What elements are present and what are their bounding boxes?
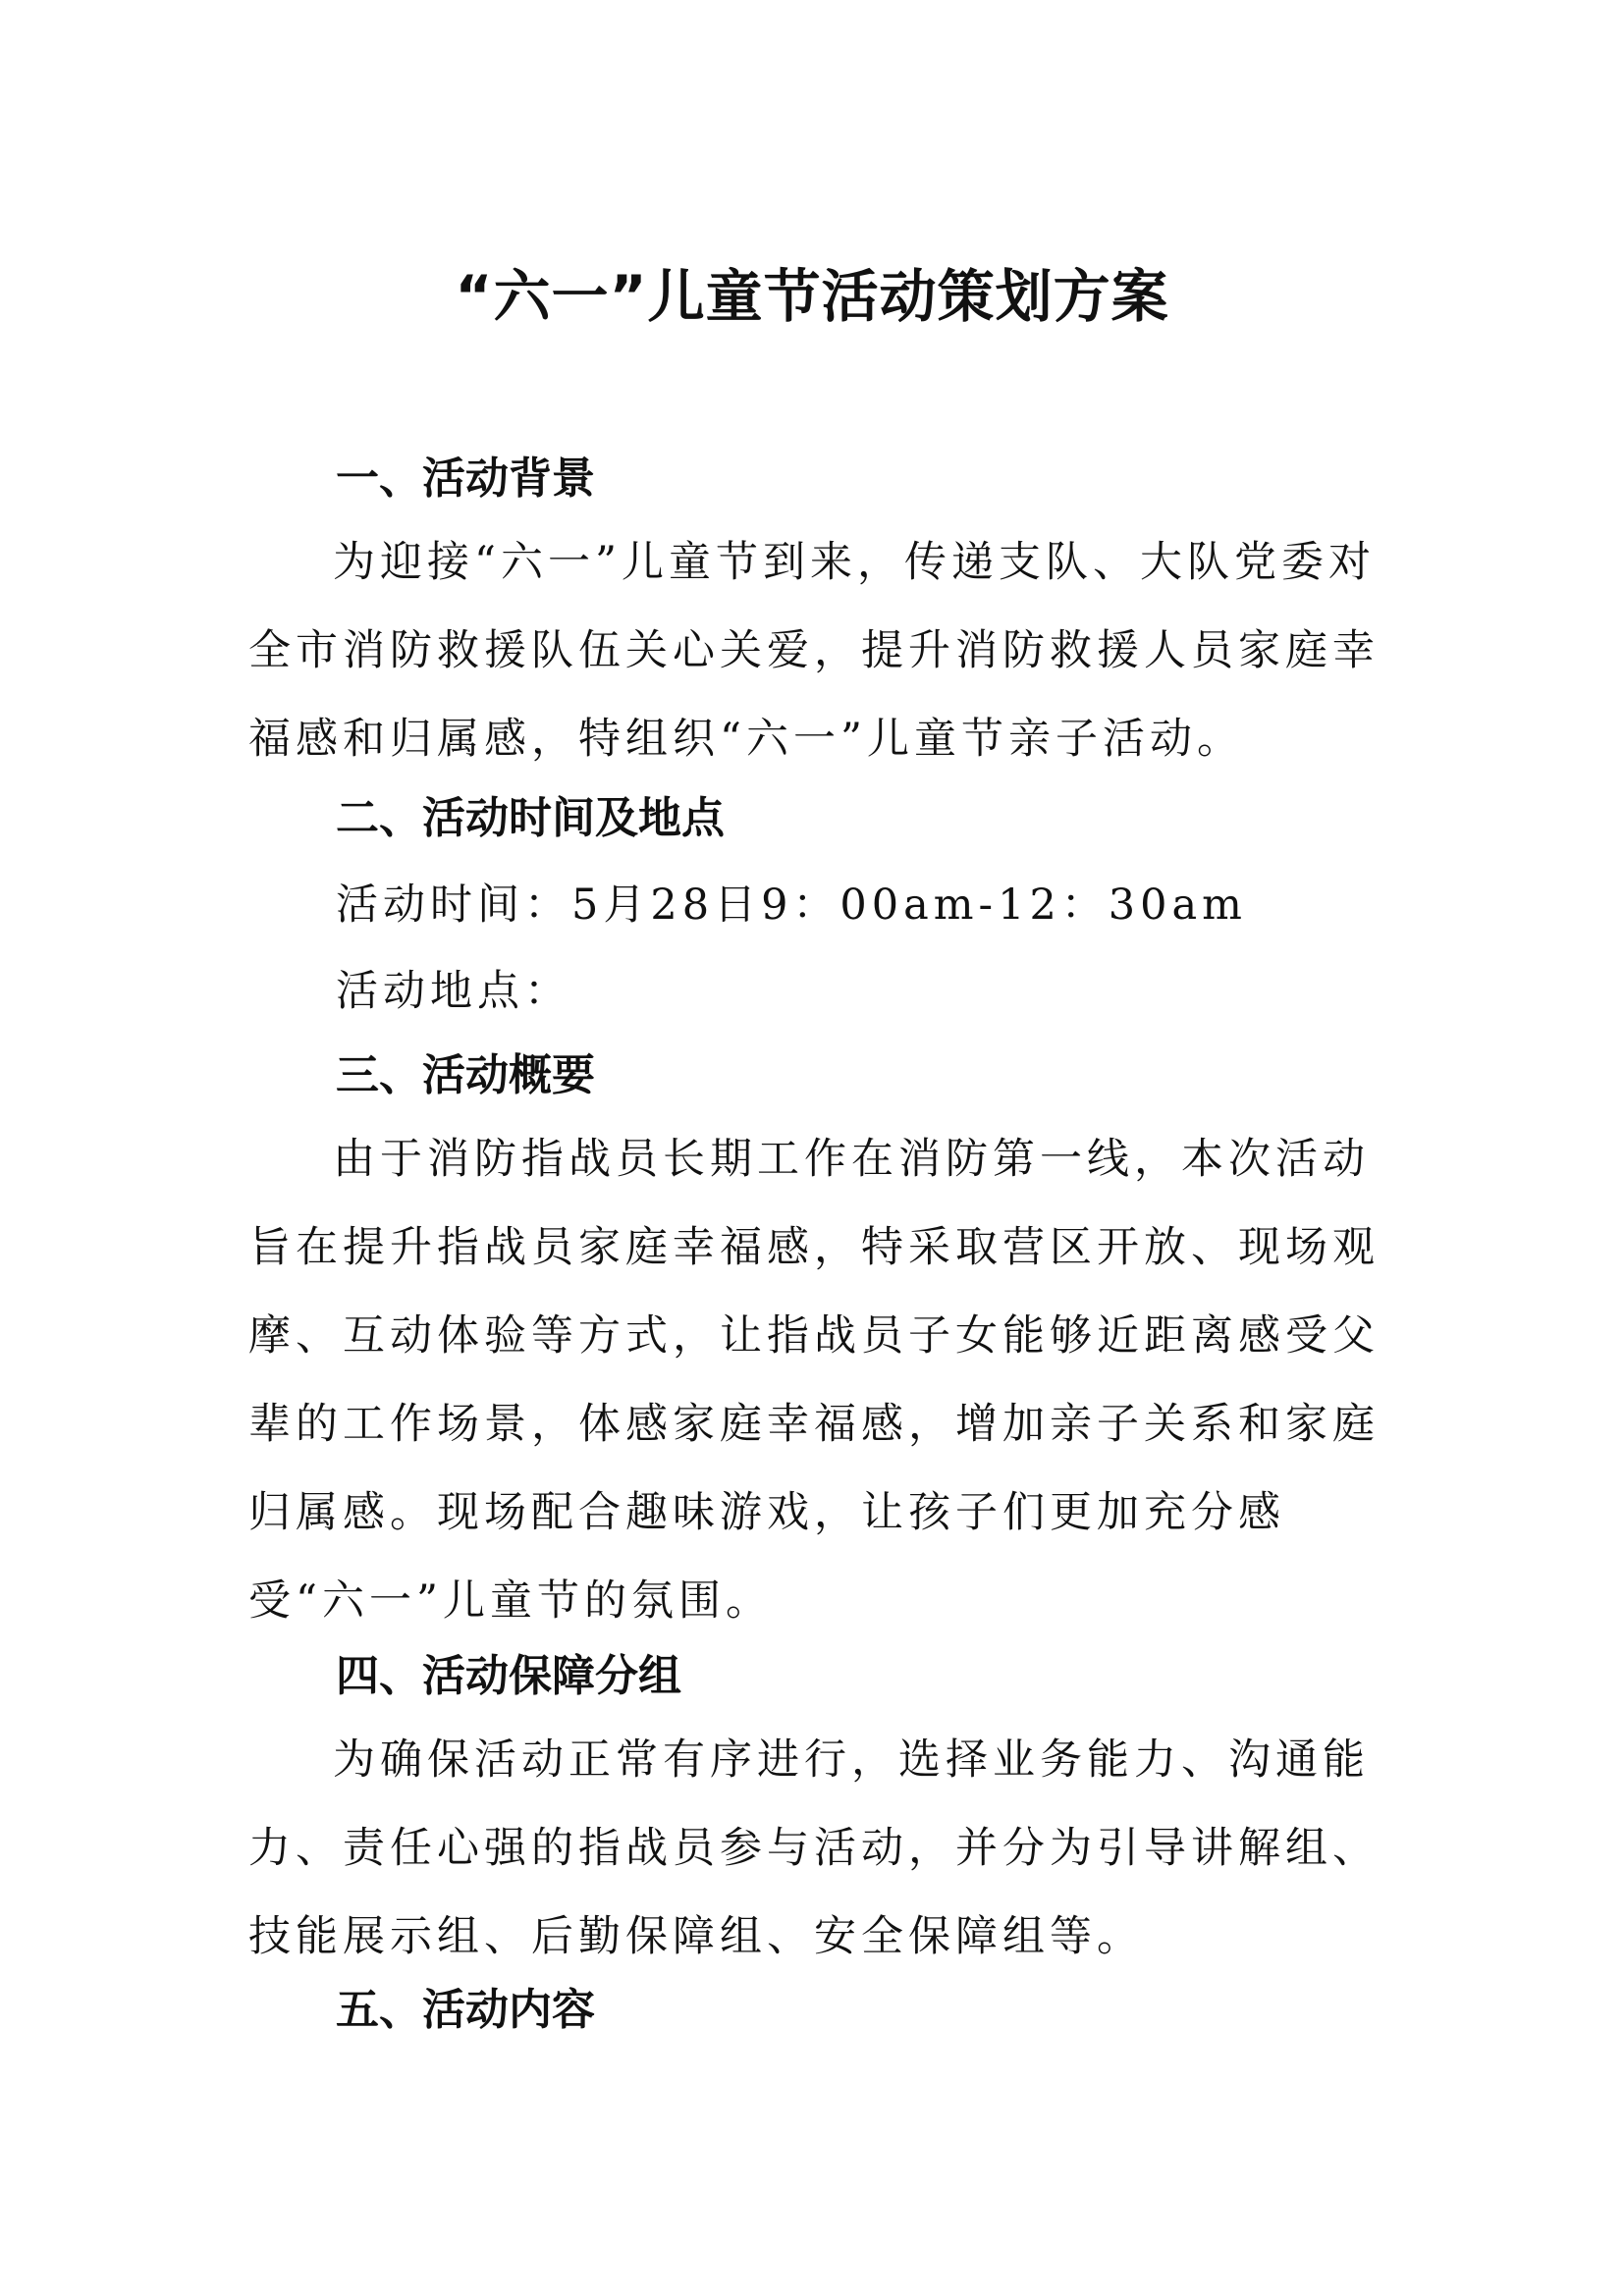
section-heading-background: 一、活动背景: [336, 454, 595, 504]
section-paragraph-support-groups: 为确保活动正常有序进行，选择业务能力、沟通能力、责任心强的指战员参与活动，并分为引导讲解组、技能展示组、后勤保障组、安全保障组等。: [248, 1735, 1380, 1961]
activity-place-line: 活动地点：: [336, 967, 571, 1016]
document-title: “六一”儿童节活动策划方案: [455, 263, 1169, 330]
section-heading-support-groups: 四、活动保障分组: [336, 1651, 681, 1701]
activity-time-line: 活动时间：5月28日9：00am-12：30am: [336, 881, 1247, 930]
section-heading-overview: 三、活动概要: [336, 1050, 595, 1100]
section-heading-content: 五、活动内容: [336, 1985, 595, 2035]
section-paragraph-overview: 由于消防指战员长期工作在消防第一线，本次活动旨在提升指战员家庭幸福感，特采取营区开放、现场观摩、互动体验等方式，让指战员子女能够近距离感受父辈的工作场景，体感家庭幸福感，增加亲子关系和家庭归属感。现场配合趣味游戏，让孩子们更加充分感受“六一”儿童节的氛围。: [248, 1135, 1380, 1626]
section-paragraph-background: 为迎接“六一”儿童节到来，传递支队、大队党委对全市消防救援队伍关心关爱，提升消防救援人员家庭幸福感和归属感，特组织“六一”儿童节亲子活动。: [248, 538, 1380, 764]
section-heading-time-place: 二、活动时间及地点: [336, 793, 725, 843]
